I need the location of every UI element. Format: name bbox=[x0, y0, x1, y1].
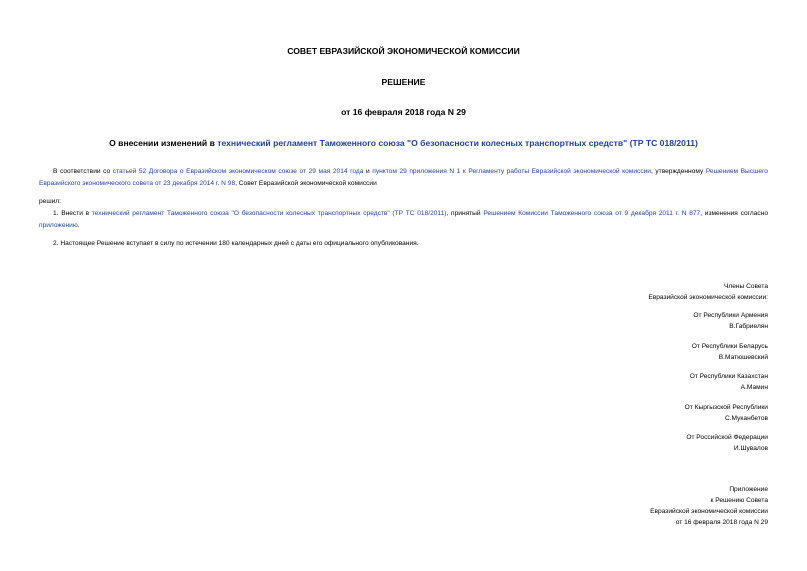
doc-subject bbox=[0, 138, 807, 148]
intro-text-4: , Совет Евразийской экономической комиссии bbox=[235, 180, 377, 187]
appendix-header bbox=[468, 484, 768, 528]
subject-prefix: О внесении изменений в bbox=[109, 138, 218, 148]
doc-date: от 16 февраля 2018 года N 29 bbox=[341, 107, 466, 117]
link-decision-877[interactable]: Решением Комиссии Таможенного союза от 9 декабря 2011 г. N 877 bbox=[483, 210, 701, 217]
item1-text-4: . bbox=[77, 222, 80, 229]
signature-block bbox=[468, 432, 768, 454]
signature-block bbox=[468, 310, 768, 332]
item1-text-1: 1. Внести в bbox=[53, 210, 92, 217]
link-article-52[interactable]: статьей 52 Договора о Евразийском экономическом союзе от 29 мая 2014 года bbox=[112, 168, 364, 175]
signature-name: И.Шувалов bbox=[733, 445, 768, 452]
item1-text-3: , изменения согласно bbox=[700, 210, 768, 217]
signature-country: От Республики Казахстан bbox=[689, 373, 768, 380]
signature-name: А.Мамин bbox=[740, 384, 768, 391]
signature-block bbox=[468, 371, 768, 393]
signature-block bbox=[468, 402, 768, 424]
intro-text-1: В соответствии со bbox=[53, 168, 113, 175]
appendix-line-2: к Решению Совета bbox=[710, 497, 768, 504]
signature-country: От Республики Армения bbox=[693, 312, 768, 319]
link-appendix[interactable]: приложению bbox=[39, 222, 78, 229]
signature-name: В.Габриелян bbox=[729, 323, 768, 330]
intro-paragraph bbox=[39, 166, 768, 190]
appendix-line-3: Евразийской экономической комиссии bbox=[650, 508, 768, 515]
item-2: 2. Настоящее Решение вступает в силу по истечении 180 календарных дней с даты его официального опубликования. bbox=[53, 240, 419, 247]
members-line-2: Евразийской экономической комиссии: bbox=[648, 294, 768, 301]
members-header bbox=[468, 281, 768, 303]
doc-type: РЕШЕНИЕ bbox=[381, 77, 426, 87]
signature-country: От Кыргызской Республики bbox=[684, 404, 768, 411]
appendix-line-4: от 16 февраля 2018 года N 29 bbox=[675, 519, 768, 526]
signature-name: В.Матюшевский bbox=[718, 354, 768, 361]
signature-country: От Российской Федерации bbox=[686, 434, 768, 441]
subject-link[interactable]: технический регламент Таможенного союза "О безопасности колесных транспортных средств" (ТР ТС 018/2011) bbox=[217, 138, 698, 148]
link-point-29[interactable]: пунктом 29 приложения N 1 к Регламенту работы Евразийской экономической комиссии bbox=[372, 168, 651, 175]
link-decision-98[interactable]: Решением Высшего Евразийского экономического совета от 23 декабря 2014 г. N 98 bbox=[39, 168, 768, 187]
item-1 bbox=[39, 208, 768, 232]
signature-block bbox=[468, 341, 768, 363]
intro-text-2: и bbox=[363, 168, 373, 175]
appendix-line-1: Приложение bbox=[729, 486, 768, 493]
intro-text-3: , утвержденному bbox=[650, 168, 706, 175]
decided-label: решил: bbox=[39, 198, 61, 205]
members-line-1: Члены Совета bbox=[723, 283, 768, 290]
link-tr-ts-018[interactable]: технический регламент Таможенного союза "О безопасности колесных транспортных средств" (ТР ТС 018/2011) bbox=[91, 210, 447, 217]
item1-text-2: , принятый bbox=[446, 210, 484, 217]
signature-country: От Республики Беларусь bbox=[691, 343, 768, 350]
org-title: СОВЕТ ЕВРАЗИЙСКОЙ ЭКОНОМИЧЕСКОЙ КОМИССИИ bbox=[287, 46, 520, 56]
signature-name: С.Муканбетов bbox=[724, 415, 768, 422]
